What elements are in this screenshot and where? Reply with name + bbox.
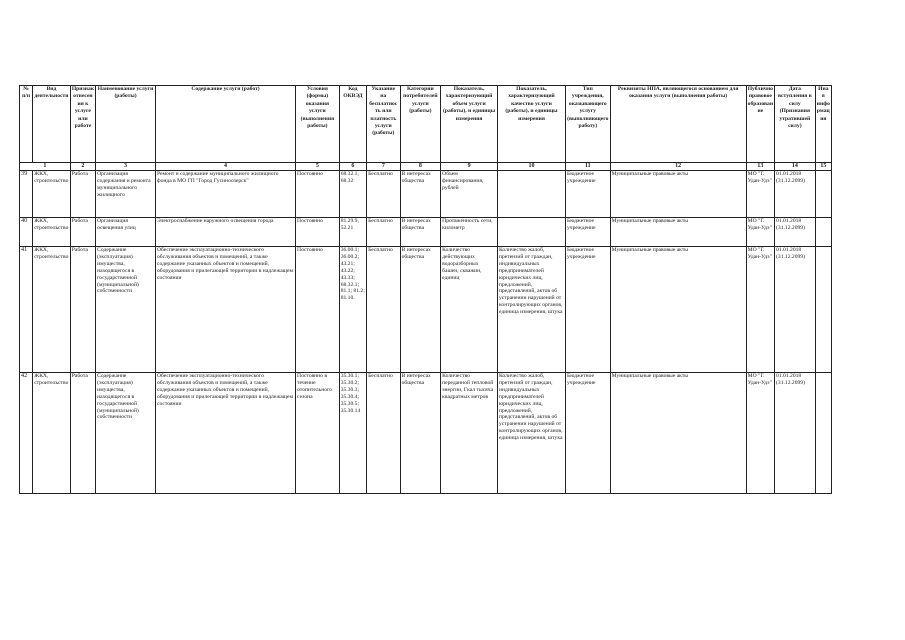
other-info-cell <box>815 218 831 247</box>
public-entity-cell: МО "Г. Удан-Удэ" <box>746 373 774 494</box>
payment-cell: Бесплатно <box>367 247 400 373</box>
quality-indicator-cell <box>497 218 565 247</box>
type-cell: Работа <box>70 247 95 373</box>
column-number: 4 <box>155 163 295 171</box>
column-number: 3 <box>96 163 156 171</box>
service-name-cell: Организация освещения улиц <box>96 218 156 247</box>
conditions-cell: Постоянно <box>296 247 340 373</box>
volume-indicator-cell: Протяженность сети, километр <box>441 218 498 247</box>
column-number: 5 <box>296 163 340 171</box>
type-cell: Работа <box>70 171 95 218</box>
date-cell: 01.01.2018 (31.12.2099) <box>775 247 816 373</box>
header-cell: Показатель, характеризующий качество услуги (работы), и единицы измерения <box>497 86 565 163</box>
table-row <box>20 218 832 247</box>
header-cell: Указание на бесплатность или платность услуги (работы) <box>367 86 400 163</box>
institution-type-cell: Бюджетное учреждение <box>565 247 610 373</box>
consumers-cell: В интересах общества <box>400 247 441 373</box>
services-register-table <box>19 85 832 494</box>
public-entity-cell: МО "Г. Удан-Удэ" <box>746 171 774 218</box>
header-cell: Категории потребителей услуги (работы) <box>400 86 441 163</box>
header-cell: Публичноправовое образование <box>746 86 774 163</box>
header-cell: Условия (формы) оказания услуги (выполнения работы) <box>296 86 340 163</box>
other-info-cell <box>815 247 831 373</box>
header-cell: Показатель, характеризующий объем услуги (работы), и единицы измерения <box>441 86 498 163</box>
okved-cell: 36.00.1; 36.00.2; 43.21; 43.22; 43.33; 68.32.1; 81.1; 81.2; 81.10. <box>339 247 366 373</box>
npa-cell: Муниципальные правовые акты <box>610 247 746 373</box>
date-cell: 01.01.2018 (31.12.2099) <box>775 171 816 218</box>
npa-cell: Муниципальные правовые акты <box>610 373 746 494</box>
conditions-cell: Постоянно <box>296 171 340 218</box>
column-number: 13 <box>746 163 774 171</box>
header-cell: № п/п <box>20 86 33 163</box>
volume-indicator-cell: Количество действующих водоразборных башен, скважин, единиц <box>441 247 498 373</box>
column-number: 6 <box>339 163 366 171</box>
activity-cell: ЖКХ, строительство <box>33 171 71 218</box>
content-cell: Ремонт и содержание муниципального жилищного фонда в МО ГП "Город Гусиноозерск" <box>155 171 295 218</box>
row-number: 41 <box>20 247 33 373</box>
table-row <box>20 373 832 494</box>
okved-cell: 35.30.1; 35.30.2; 35.30.3; 35.30.4; 35.30.5; 35.30.14 <box>339 373 366 494</box>
quality-indicator-cell: Количество жалоб, претензий от граждан, индивидуальных предпринимателей юридических лиц, предложений, представлений, актов об устранении нарушений от контролирующих органов, единица измерения, штука <box>497 247 565 373</box>
conditions-cell: Постоянно <box>296 218 340 247</box>
volume-indicator-cell: Объем финансирования, рублей <box>441 171 498 218</box>
institution-type-cell: Бюджетное учреждение <box>565 218 610 247</box>
content-cell: Электроснабжение наружного освещения города <box>155 218 295 247</box>
table-row <box>20 247 832 373</box>
header-cell: Реквизиты НПА, являющегося основанием для оказания услуги (выполнения работы) <box>610 86 746 163</box>
type-cell: Работа <box>70 373 95 494</box>
activity-cell: ЖКХ, строительство <box>33 218 71 247</box>
consumers-cell: В интересах общества <box>400 373 441 494</box>
date-cell: 01.01.2018 (31.12.2099) <box>775 373 816 494</box>
npa-cell: Муниципальные правовые акты <box>610 218 746 247</box>
consumers-cell: В интересах общества <box>400 218 441 247</box>
okved-cell: 68.32.1, 68.32 <box>339 171 366 218</box>
header-cell: Иная информация <box>815 86 831 163</box>
type-cell: Работа <box>70 218 95 247</box>
content-cell: Обеспечение эксплуатационно-технического обслуживания объектов и помещений, а также содержание указанных объектов и помещений, оборудования и прилегающей территории в надлежащем состоянии <box>155 373 295 494</box>
okved-cell: 81.29.9, 52.21 <box>339 218 366 247</box>
header-cell: Вид деятельности <box>33 86 71 163</box>
header-cell: Наименование услуги (работы) <box>96 86 156 163</box>
public-entity-cell: МО "Г. Удан-Удэ" <box>746 247 774 373</box>
activity-cell: ЖКХ, строительство <box>33 247 71 373</box>
date-cell: 01.01.2018 (31.12.2099) <box>775 218 816 247</box>
quality-indicator-cell: Количество жалоб, претензий от граждан, индивидуальных предпринимателей юридических лиц, предложений, представлений, актов об устранении нарушений от контролирующих органов, единица измерения, штука <box>497 373 565 494</box>
institution-type-cell: Бюджетное учреждение <box>565 171 610 218</box>
row-number: 42 <box>20 373 33 494</box>
conditions-cell: Постоянно в течение отопительного сезона <box>296 373 340 494</box>
column-number: 8 <box>400 163 441 171</box>
row-number: 40 <box>20 218 33 247</box>
public-entity-cell: МО "Г. Удан-Удэ" <box>746 218 774 247</box>
other-info-cell <box>815 373 831 494</box>
header-cell: Код ОКВЭД <box>339 86 366 163</box>
activity-cell: ЖКХ, строительство <box>33 373 71 494</box>
payment-cell: Бесплатно <box>367 373 400 494</box>
npa-cell: Муниципальные правовые акты <box>610 171 746 218</box>
column-number: 1 <box>20 163 71 171</box>
column-number: 14 <box>775 163 816 171</box>
header-row <box>20 86 832 163</box>
row-number: 39 <box>20 171 33 218</box>
table-row <box>20 171 832 218</box>
column-number-row <box>20 163 832 171</box>
column-number: 11 <box>565 163 610 171</box>
payment-cell: Бесплатно <box>367 171 400 218</box>
payment-cell: Бесплатно <box>367 218 400 247</box>
column-number: 2 <box>70 163 95 171</box>
institution-type-cell: Бюджетное учреждение <box>565 373 610 494</box>
content-cell: Обеспечение эксплуатационно-технического обслуживания объектов и помещений, а также содержание указанных объектов и помещений, оборудования и прилегающей территории в надлежащем состоянии <box>155 247 295 373</box>
header-cell: Признак отнесения к услуге или работе <box>70 86 95 163</box>
header-cell: Тип учреждения, оказывающего услугу (выполняющего работу) <box>565 86 610 163</box>
consumers-cell: В интересах общества <box>400 171 441 218</box>
other-info-cell <box>815 171 831 218</box>
column-number: 15 <box>815 163 831 171</box>
quality-indicator-cell <box>497 171 565 218</box>
header-cell: Дата вступления в силу (Признания утратившей силу) <box>775 86 816 163</box>
column-number: 10 <box>497 163 565 171</box>
column-number: 12 <box>610 163 746 171</box>
volume-indicator-cell: Количество переданной тепловой энергии, Гкал тысяча квадратных метров <box>441 373 498 494</box>
service-name-cell: Содержание (эксплуатация) имущества, находящегося в государственной (муниципальной) собственности <box>96 247 156 373</box>
header-cell: Содержание услуги (работ) <box>155 86 295 163</box>
service-name-cell: Содержание (эксплуатация) имущества, находящегося в государственной (муниципальной) собственности <box>96 373 156 494</box>
column-number: 7 <box>367 163 400 171</box>
service-name-cell: Организация содержания и ремонта муниципального жилищного <box>96 171 156 218</box>
column-number: 9 <box>441 163 498 171</box>
